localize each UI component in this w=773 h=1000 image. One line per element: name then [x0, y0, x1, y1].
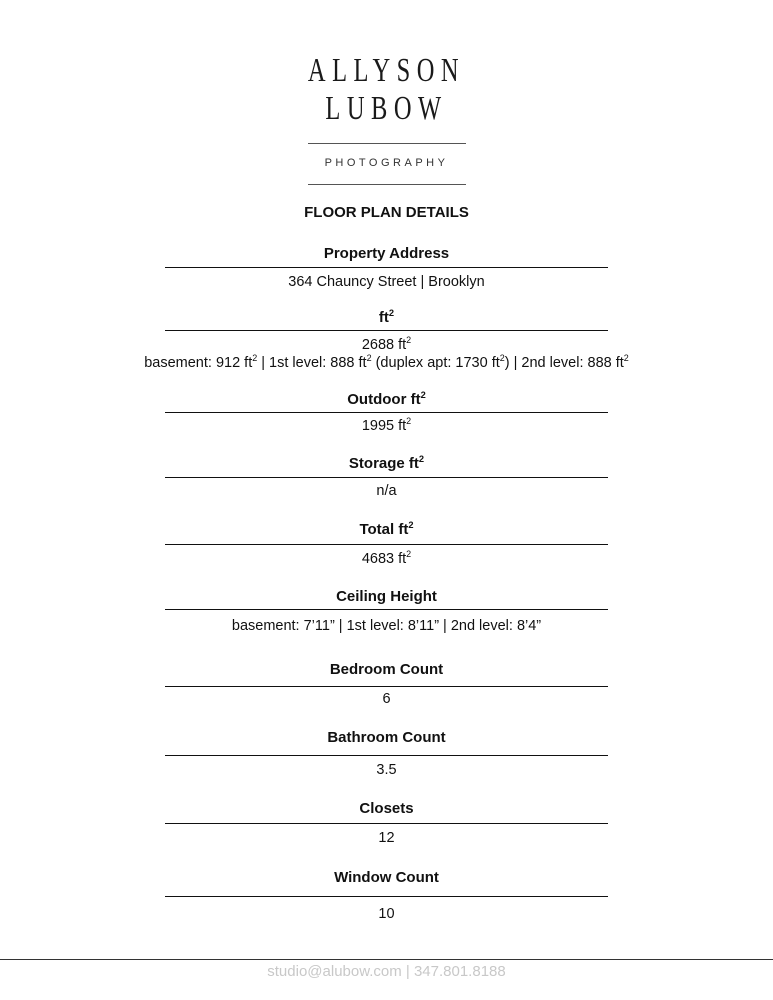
bathroom-count-value: 3.5	[376, 762, 397, 778]
window-count-label: Window Count	[334, 869, 439, 886]
total-value: 4683 $ft^2$	[361, 549, 412, 567]
property-address-section	[0, 245, 773, 263]
square-feet-breakdown: basement: 912 $ft^2$ | 1st level: 888 $ft^2$ (duplex apt: 1730 $ft^2$) | 2nd level: 888 $ft^2$	[144, 353, 629, 371]
closets-rule	[165, 823, 608, 824]
bathroom-count-rule	[165, 755, 608, 756]
outdoor-section	[0, 391, 773, 409]
logo-line-1: ALLYSON	[307, 52, 466, 89]
logo-subtitle: PHOTOGRAPHY	[324, 157, 449, 169]
property-address-label: Property Address	[323, 245, 450, 262]
square-feet-label: $ft^2$	[378, 308, 395, 326]
bedroom-count-rule	[165, 686, 608, 687]
ceiling-height-value: basement: 7’11” | 1st level: 8’11” | 2nd level: 8’4”	[231, 618, 542, 634]
total-label: Total $ft^2$	[359, 520, 414, 538]
window-count-section	[0, 869, 773, 887]
storage-rule	[165, 477, 608, 478]
closets-value: 12	[378, 830, 395, 846]
outdoor-label: Outdoor $ft^2$	[347, 390, 426, 408]
window-count-value: 10	[378, 906, 395, 922]
footer-contact: studio@alubow.com | 347.801.8188	[267, 963, 506, 980]
property-address-value: 364 Chauncy Street | Brooklyn	[288, 274, 485, 290]
total-rule	[165, 544, 608, 545]
document-title: FLOOR PLAN DETAILS	[304, 204, 469, 221]
ceiling-height-section	[0, 588, 773, 606]
outdoor-rule	[165, 412, 608, 413]
logo-bottom-rule	[308, 184, 466, 185]
storage-value: n/a	[376, 483, 397, 499]
footer-rule	[0, 959, 773, 960]
total-section	[0, 521, 773, 539]
logo-line-2: LUBOW	[325, 90, 448, 127]
outdoor-value: 1995 $ft^2$	[361, 416, 412, 434]
ceiling-height-rule	[165, 609, 608, 610]
ceiling-height-label: Ceiling Height	[336, 588, 437, 605]
bathroom-count-label: Bathroom Count	[327, 729, 446, 746]
storage-label: Storage $ft^2$	[348, 454, 425, 472]
square-feet-section	[0, 309, 773, 327]
window-count-rule	[165, 896, 608, 897]
square-feet-rule	[165, 330, 608, 331]
storage-section	[0, 455, 773, 473]
bedroom-count-section	[0, 661, 773, 679]
closets-section	[0, 800, 773, 818]
logo-top-rule	[308, 143, 466, 144]
bathroom-count-section	[0, 729, 773, 747]
property-address-rule	[165, 267, 608, 268]
bedroom-count-value: 6	[382, 691, 391, 707]
bedroom-count-label: Bedroom Count	[329, 661, 444, 678]
square-feet-total: 2688 $ft^2$	[361, 335, 412, 353]
closets-label: Closets	[359, 800, 414, 817]
